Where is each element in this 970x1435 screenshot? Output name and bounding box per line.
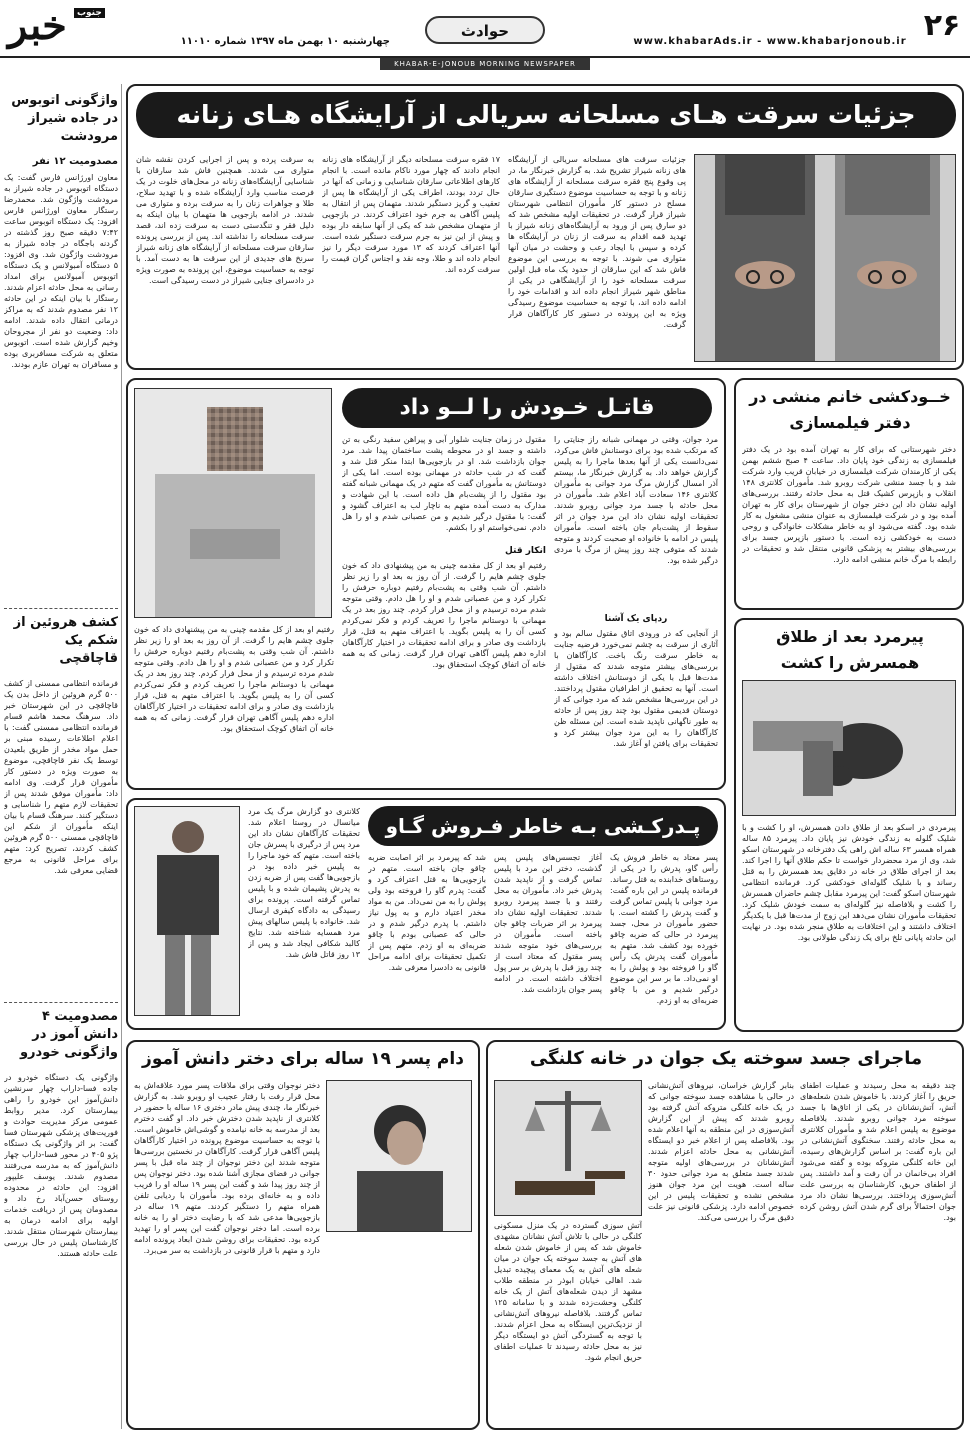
story5-photo xyxy=(134,806,240,1016)
issue-date: چهارشنبه ۱۰ بهمن ماه ۱۳۹۷ شماره ۱۱۰۱۰ xyxy=(180,36,390,47)
sidebar-story1-sub: مصدومیت ۱۲ نفر xyxy=(32,156,118,167)
story4-headline: پیرمرد بعد از طلاق همسرش را کشت xyxy=(776,627,924,672)
section-title: حوادث xyxy=(425,16,545,44)
story6-col1: چند دقیقه به محل رسیدند و عملیات اطفای حریق را آغاز کردند. با خاموش شدن شعله‌های آتش، آتش‌نشانان در یکی از اتاق‌ها با جسد سوخته مرد جوانی روبرو شدند. بلافاصله موضوع به پلیس اعلام شد و مأموران کلانتری به محل حادثه رفتند. سخنگوی آتش‌نشانی در این باره گفت: بر اساس گزارش‌های رسیده، این خانه کلنگی متروکه بوده و گفته می‌شود افراد بی‌خانمان در آن رفت و آمد داشتند. پس از اطفای حریق، کارشناسان به بررسی علت آتش‌سوزی پرداختند. بررسی‌ها نشان داد مرد جوان احتمالاً برای گرم شدن آتش روشن کرده بود. xyxy=(800,1081,956,1222)
header-strip: KHABAR-E-JONOUB MORNING NEWSPAPER xyxy=(380,58,590,70)
story7-photo xyxy=(326,1080,472,1232)
handcuffed-suspects-photo xyxy=(695,155,956,362)
page-header xyxy=(0,0,970,58)
suspect-photo xyxy=(135,389,332,618)
story2-col3: مقتول در زمان جنایت شلوار آبی و پیراهن سفید رنگی به تن داشته و جسد او در محوطه پشت ساختمان پیدا شد. مرد جوان بازداشت شد. او در بازجویی‌ها ابتدا منکر قتل شد و گفت که در شب حادثه در مهمانی بوده است. اما یکی از دوستانش به مأموران گفت که متهم در یک مهمانی شبانه گفته بود مقتول را از پشت‌بام هل داده است. با این شهادت و مدارک به دست آمده متهم به ناچار لب به اعتراف گشود و گفت: با مقتول درگیر شدیم و من عصبانی شدم و او را هل دادم. نمی‌خواستم او را بکشم. xyxy=(342,435,546,532)
story2-col2: از آنجایی که در ورودی اتاق مقتول سالم بود و آثاری از سرقت به چشم نمی‌خورد فرضیه جنایت به خاطر سرقت رنگ باخت. کارآگاهان با بررسی‌های بیشتر متوجه شدند که مقتول از مدت‌ها قبل با یکی از دوستانش اختلاف داشته است. آنها به تحقیق از اطرافیان مقتول پرداختند. در این بررسی‌ها مشخص شد که مرد جوانی که از دوستان قدیمی مقتول بود چند روز پس از حادثه به طور ناگهانی ناپدید شده است. این مسئله ظن کارآگاهان را به این مرد جوان بیشتر کرد و تحقیقات برای یافتن او آغاز شد. xyxy=(554,629,718,748)
sidebar-story2-body: فرمانده انتظامی ممسنی از کشف ۵۰۰ گرم هروئین از داخل بدن یک قاچاقچی در این شهرستان خبر داد. سرهنگ محمد هاشم قسام فرمانده انتظامی ممسنی گفت: با اعلام اطلاعات رسیده مبنی بر حمل مواد مخدر از طریق بلعیدن توسط یک نفر قاچاقچی، موضوع به صورت ویژه در دستور کار مأموران قرار گرفت. وی ادامه داد: مأموران موفق شدند پس از تحقیقات لازم متهم را شناسایی و دستگیر کنند. سرهنگ قسام با بیان اینکه مأموران از شکم این قاچاقچی ممسنی ۵۰۰ گرم هروئین کشف کردند، تصریح کرد: متهم برای مراحل قانونی به مرجع قضایی معرفی شد. xyxy=(4,679,118,875)
story6-col3: آتش سوزی گسترده در یک منزل مسکونی کلنگی در حالی با تلاش آتش نشانان مشهدی خاموش شد که پس از خاموش شدن شعله های آتش به جسد سوخته یک جوان در میان شعله های آتش به یک معمای پیچیده تبدیل شد. اهالی خیابان ابوذر در منطقه طلاب مشهد از دیدن شعله‌های آتش از یک خانه کلنگی وحشت‌زده شدند و با سامانه ۱۲۵ تماس گرفتند. بلافاصله نیروهای آتش‌نشانی از نزدیک‌ترین ایستگاه به محل اعزام شدند. با توجه به گستردگی آتش دو ایستگاه دیگر نیز به محل حادثه رسیدند تا عملیات اطفای حریق انجام شود. xyxy=(494,1221,642,1362)
story1-col2: ۱۷ فقره سرقت مسلحانه دیگر از آرایشگاه های زنانه انجام دادند که چهار مورد ناکام مانده است. با انجام کارهای اطلاعاتی سارقان شناسایی و زمانی که آنها در حال تردد بودند، اطراف یکی از آرایشگاه ها پس از تعقیب و گریز دستگیر شدند. متهمان پس از انتقال به پلیس آگاهی به جرم خود اعتراف کردند. در بازجویی از متهمان مشخص شد که یکی از آنها سابقه دار بوده و پیش از این نیز به جرم سرقت دستگیر شده است. آنها اعتراف کردند که ۱۳ مورد سرقت دیگر را نیز انجام داده اند و طلا، وجه نقد و اجناس گران قیمت را سرقت کرده اند. xyxy=(322,155,500,274)
story7-body: دختر نوجوان وقتی برای ملاقات پسر مورد علاقه‌اش به محل قرار رفت با رفتار عجیب او روبرو شد. به گزارش خبرنگار ما، چندی پیش مادر دختری ۱۶ ساله با حضور در کلانتری از ناپدید شدن دخترش خبر داد. او گفت دخترم بعد از مدرسه به خانه نیامده و گوشی‌اش خاموش است. با توجه به حساسیت موضوع پرونده در اختیار کارآگاهان پلیس آگاهی قرار گرفت. کارآگاهان در نخستین بررسی‌ها متوجه شدند این دختر نوجوان از چند ماه قبل با پسر جوانی در فضای مجازی آشنا شده بود. دختر نوجوان پس از چند روز پیدا شد و گفت این پسر ۱۹ ساله او را فریب داده و به خانه‌ای برده بود. مأموران با ردیابی تلفن همراه متهم را دستگیر کردند. متهم ۱۹ ساله در بازجویی‌ها مدعی شد که با رضایت دختر او را به خانه برده است. اما دختر نوجوان گفت این پسر او را تهدید کرده بود. تحقیقات برای روشن شدن ابعاد پرونده ادامه دارد و متهم با قرار قانونی در بازداشت به سر می‌برد. xyxy=(134,1081,320,1255)
sidebar-divider xyxy=(4,1002,118,1003)
sidebar-story3-body: واژگونی یک دستگاه خودرو در جاده فسا-داراب چهار سرنشین دانش‌آموز این خودرو را راهی بیمارستان کرد. مدیر روابط عمومی مرکز مدیریت حوادث و فوریت‌های پزشکی شهرستان فسا گفت: بر اثر واژگونی یک دستگاه پژو ۴۰۵ در محور فسا-داراب چهار دانش‌آموز که به مدرسه می‌رفتند مصدوم شدند. یوسف علیپور افزود: این حادثه در محدوده روستای حسن‌آباد رخ داد و مصدومان پس از دریافت خدمات اولیه برای ادامه درمان به بیمارستان شهرستان منتقل شدند. کارشناسان پلیس در حال بررسی علت حادثه هستند. xyxy=(4,1073,118,1258)
story6-photo xyxy=(494,1080,642,1216)
story2-col4: رفتیم او بعد از کل مقدمه چینی به من پیشنهادی داد که خون جلوی چشم هایم را گرفت. از آن روز به بعد او را زیر نظر داشتم. آن شب وقتی به پشت‌بام رفتیم دوباره حرفش را تکرار کرد و من عصبانی شدم و او را هل دادم. وقتی متوجه شدم مرده ترسیدم و از محل فرار کردم. چند روز بعد در یک مهمانی با دوستانم ماجرا را تعریف کردم و فکر نمی‌کردم کسی آن را به پلیس بگوید. با اعتراف متهم به قتل، قرار بازداشت وی صادر و برای ادامه تحقیقات در اختیار کارآگاهان اداره دهم پلیس آگاهی تهران قرار گرفت. زمانی که به همه خانه آن اتفاق کوچک استحقاق بود. xyxy=(134,625,334,733)
story2-col3-cont: رفتیم او بعد از کل مقدمه چینی به من پیشنهادی داد که خون جلوی چشم هایم را گرفت. از آن روز به بعد او را زیر نظر داشتم. آن شب وقتی به پشت‌بام رفتیم دوباره حرفش را تکرار کرد و من عصبانی شدم و او را هل دادم. وقتی متوجه شدم مرده ترسیدم و از محل فرار کردم. چند روز بعد در یک مهمانی با دوستانم ماجرا را تعریف کردم و فکر نمی‌کردم کسی آن را به پلیس بگوید. با اعتراف متهم به قتل، قرار بازداشت وی صادر و برای ادامه تحقیقات در اختیار کارآگاهان اداره دهم پلیس آگاهی تهران قرار گرفت. زمانی که به همه خانه آن اتفاق کوچک استحقاق بود. xyxy=(342,561,546,669)
story4-photo xyxy=(742,680,956,816)
sidebar-story3-title: مصدومیت ۴ دانش آموز در واژگونی خودرو xyxy=(19,1009,118,1060)
story3-body: دختر شهرستانی که برای کار به تهران آمده بود در یک دفتر فیلمسازی به زندگی خود پایان داد. ساعت ۴ صبح ششم بهمن یکی از کارمندان شرکت فیلمسازی در خیابان قریب وارد شرکت شد و با جسد منشی شرکت روبرو شد. مأموران کلانتری ۱۴۸ انقلاب و بازپرس کشیک قتل به محل حادثه رفتند. بررسی‌های اولیه نشان داد این دختر جوان از شهرستان برای کار به تهران آمده بود و در شرکت فیلمسازی به عنوان منشی مشغول به کار شده بود. گفته می‌شود او به خاطر مشکلات خانوادگی و روحی دست به خودکشی زده است. با دستور بازپرس جسد برای بررسی‌های بیشتر به پزشکی قانونی منتقل شد و تحقیقات در رابطه با مرگ خانم منشی ادامه دارد. xyxy=(742,445,956,564)
story2-col2-heading: ردپای یک آشنا xyxy=(604,614,668,624)
websites[interactable]: www.khabarAds.ir - www.khabarjonoub.ir xyxy=(633,36,907,47)
gavel-scales-photo xyxy=(495,1081,642,1216)
story5-col3: شد که پیرمرد بر اثر اصابت ضربه چاقو جان باخته است. متهم در بازجویی‌ها به قتل اعتراف کرد و گفت: پدرم گاو را فروخته بود ولی پولش را به من نمی‌داد. من به مواد مخدر اعتیاد دارم و به پول نیاز داشتم. با پدرم درگیر شدم و در حالی که عصبانی بودم با چاقو ضربه‌ای به او زدم. متهم پس از تکمیل تحقیقات برای ادامه مراحل قانونی به دادسرا معرفی شد. xyxy=(368,853,486,972)
man-covering-face-photo xyxy=(327,1081,472,1232)
sidebar-story1-body: معاون اورژانس فارس گفت: یک دستگاه اتوبوس در جاده شیراز به مرودشت واژگون شد. محمدرضا رستگار معاون اورژانس فارس افزود: یک دستگاه اتوبوس ساعت ۷:۴۲ دقیقه صبح روز گذشته در گردنه باجگاه در جاده شیراز به مرودشت واژگون شد. وی افزود: ۵ دستگاه آمبولانس و یک دستگاه اتوبوس آمبولانس برای امداد رسانی به محل حادثه اعزام شدند. رستگار با بیان اینکه در این حادثه ۱۲ نفر مصدوم شدند که به مراکز درمانی انتقال داده شدند. ادامه داد: وضعیت دو نفر از مجروحان وخیم گزارش شده است. اتوبوس متعلق به شرکت مسافربری بوده و مسافران به تهران عازم بودند. xyxy=(4,173,118,369)
story1-photo xyxy=(694,154,956,362)
story1-col1: جزئیات سرقت های مسلحانه سریالی از آرایشگاه های زنانه شیراز تشریح شد. به گزارش خبرنگار ما، در پی وقوع پنج فقره سرقت مسلحانه از آرایشگاه های زنانه و با توجه به حساسیت موضوع دستگیری سارقان مسلح در دستور کار مأموران انتظامی شهرستان شیراز قرار گرفت. در تحقیقات اولیه مشخص شد که دو سارق پس از ورود به آرایشگاه‌های زنانه شیراز با تهدید قمه اقدام به سرقت از زنان در آرایشگاه ها کرده و سپس با ایجاد رعب و وحشت در میان آنها متواری می شوند. با توجه به بررسی این موضوع فاش شد که این سارقان از حدود یک ماه قبل اولین سرقت مسلحانه خود را از آرایشگاهی در یکی از مناطق شهر شیراز انجام داده اند و اقدامات خود را ادامه داده اند، با توجه به حساسیت موضوع رسیدگی ویژه به این پرونده در دستور کار کارآگاهان قرار گرفت. xyxy=(508,155,686,329)
sidebar xyxy=(4,84,118,1429)
story1-col3: به سرقت پرده و پس از اجرایی کردن نقشه شان متواری می شدند. همچنین فاش شد سارقان با شناسایی آرایشگاه‌های زنانه در محل‌های خلوت در یک فرصت مناسب وارد آرایشگاه شده و با تهدید سلاح، طلا و جواهرات زنان را به سرقت برده و متواری می شدند. در ادامه بازجویی ها متهمان با بیان اینکه به دلیل فقر و تنگدستی دست به سرقت زده اند، قصد سرقت مسلحانه را نداشته اند. پس از بررسی پرونده سارقان سرقت مسلحانه از آرایشگاه های زنانه شیراز سرنخ های جدیدی از این سرقت ها به دست آمد. با توجه به حساسیت موضوع، این پرونده به صورت ویژه در دادسرای جنایی شیراز در دست رسیدگی است. xyxy=(136,155,314,285)
story3-headline: خــودکشی خانم منشی در دفتر فیلمسازی xyxy=(749,387,951,432)
logo-sub: جنوب xyxy=(74,8,105,18)
sidebar-divider xyxy=(4,608,118,609)
story5-col4: کلانتری دو گزارش مرگ یک مرد میانسال در روستا اعلام شد. تحقیقات کارآگاهان نشان داد این مرد پس از درگیری با پسرش جان باخته است. متهم که خود ماجرا را به پلیس خبر داده بود در بازجویی‌ها گفت پس از ضربه زدن به پدرش پشیمان شده و با پلیس تماس گرفته است. پرونده برای رسیدگی به دادگاه کیفری ارسال شد. خانواده با پلیس سالهای پیش مرد همسایه شناخته شد. نتایج کالبد شکافی ایجاد شد و پس از ۱۳ روز قاتل فاش شد. xyxy=(248,807,360,959)
sidebar-separator xyxy=(121,84,122,1429)
story4-body: پیرمردی در اسکو بعد از طلاق دادن همسرش، او را کشت و با شلیک گلوله به زندگی خودش نیز پایان داد. پیرمرد ۸۵ ساله همراه همسر ۶۳ ساله اش راهی یک دفترخانه در شهرستان اسکو شد، وی از مرد محضردار خواست تا حکم طلاق آنها را اجرا کند. بعد از اجرای طلاق در خانه در دقایق بعد همسرش را به قتل رساند و با شلیک گلوله‌ای خودکشی کرد. فرمانده انتظامی شهرستان اسکو گفت: این پیرمرد مقابل چشم حاضران همسرش را کشت و بلافاصله نیز گلوله‌ای به سمت خودش شلیک کرد. تحقیقات مأموران نشان می‌دهد این زوج از مدت‌ها قبل با یکدیگر اختلاف داشتند و این اختلافات به طلاق منجر شده بود. در نهایت این حادثه پایانی تلخ برای یک زندگی طولانی بود. xyxy=(742,823,956,942)
young-man-photo xyxy=(135,807,240,1016)
story6-col2: بنابر گزارش خراسان، نیروهای آتش‌نشانی در حالی با مشاهده جسد سوخته جوانی که در یک خانه کلنگی متروکه آتش گرفته بود روبرو شدند که پیش از این گزارش آتش‌سوزی در این منطقه به آنها اعلام شده بود. بلافاصله پس از اعلام خبر دو ایستگاه آتش‌نشانی به محل حادثه اعزام شدند. آتش‌نشانان در بررسی‌های اولیه متوجه شدند جسد متعلق به مرد جوانی حدود ۳۰ ساله است. هویت این مرد جوان هنوز مشخص نشده و تحقیقات پلیس در این خصوص ادامه دارد. پزشکی قانونی نیز علت دقیق مرگ را بررسی می‌کند. xyxy=(648,1081,794,1222)
page-number: ۲۶ xyxy=(923,8,961,43)
pistol-photo xyxy=(743,681,956,816)
story7-headline: دام پسر ۱۹ ساله برای دختر دانش آموز xyxy=(142,1049,464,1069)
sidebar-story2-title: کشف هروئین از شکم یک قاچاقچی xyxy=(13,615,118,666)
story1-headline: جزئیات سرقت هـای مسلحانه سریالی از آرایشگاه هـای زنانه xyxy=(136,92,956,138)
story2-col3-heading: انکار قتل xyxy=(505,546,546,556)
logo-text: خبر xyxy=(8,2,67,49)
story5-col1: پسر معتاد به خاطر فروش یک رأس گاو، پدرش را در یکی از روستاهای خدابنده به قتل رساند. فرمانده پلیس در این باره گفت: مرد جوانی با پلیس تماس گرفت و گفت پدرش را کشته است. با حضور مأموران در محل، جسد پیرمرد در حالی که ضربه چاقو خورده بود کشف شد. متهم به مأموران گفت پدرش یک رأس گاو را فروخته بود و پولش را به او نمی‌داد. ما بر سر این موضوع درگیر شدیم و من با چاقو ضربه‌ای به او زدم. xyxy=(610,853,718,1005)
story2-col1: مرد جوان، وقتی در مهمانی شبانه راز جنایتی را که مرتکب شده بود برای دوستانش فاش می‌کرد، نمی‌دانست یکی از آنها بعدها ماجرا را به پلیس گزارش خواهد داد. به گزارش خبرنگار ما، بیستم آذر امسال گزارش مرگ مرد جوانی به مأموران کلانتری ۱۴۶ سعادت آباد اعلام شد. مأموران در محل حادثه با جسد مرد جوانی روبرو شدند. تحقیقات اولیه نشان داد این مرد جوان در اثر سقوط از پشت‌بام جان باخته است. مأموران پلیس در ادامه با خانواده او صحبت کردند و متوجه شدند که متوفی چند روز پیش از مرگ با مردی درگیر شده بود. xyxy=(554,435,718,565)
logo xyxy=(4,2,104,54)
story2-photo xyxy=(134,388,332,618)
sidebar-story1-title: واژگونی اتوبوس در جاده شیراز مرودشت xyxy=(11,93,118,144)
story5-headline: پـدرکـشی بـه خاطر فـروش گـاو xyxy=(368,806,718,846)
story5-col2: آغاز تجسس‌های پلیس پس گذشت، دختر این مرد با پلیس تماس گرفت و از ناپدید شدن پدرش خبر داد. مأموران به محل رفتند و با جسد پیرمرد روبرو شدند. تحقیقات اولیه نشان داد پیرمرد بر اثر ضربات چاقو جان باخته است. مأموران در بررسی‌های خود متوجه شدند پسر مقتول که معتاد است از چند روز قبل با پدرش بر سر پول اختلاف داشته است. در ادامه پسر جوان بازداشت شد. xyxy=(494,853,602,994)
story2-headline: قاتـل خـودش را لــو داد xyxy=(342,388,712,428)
story6-headline: ماجرای جسد سوخته یک جوان در خانه کلنگی xyxy=(529,1048,923,1069)
